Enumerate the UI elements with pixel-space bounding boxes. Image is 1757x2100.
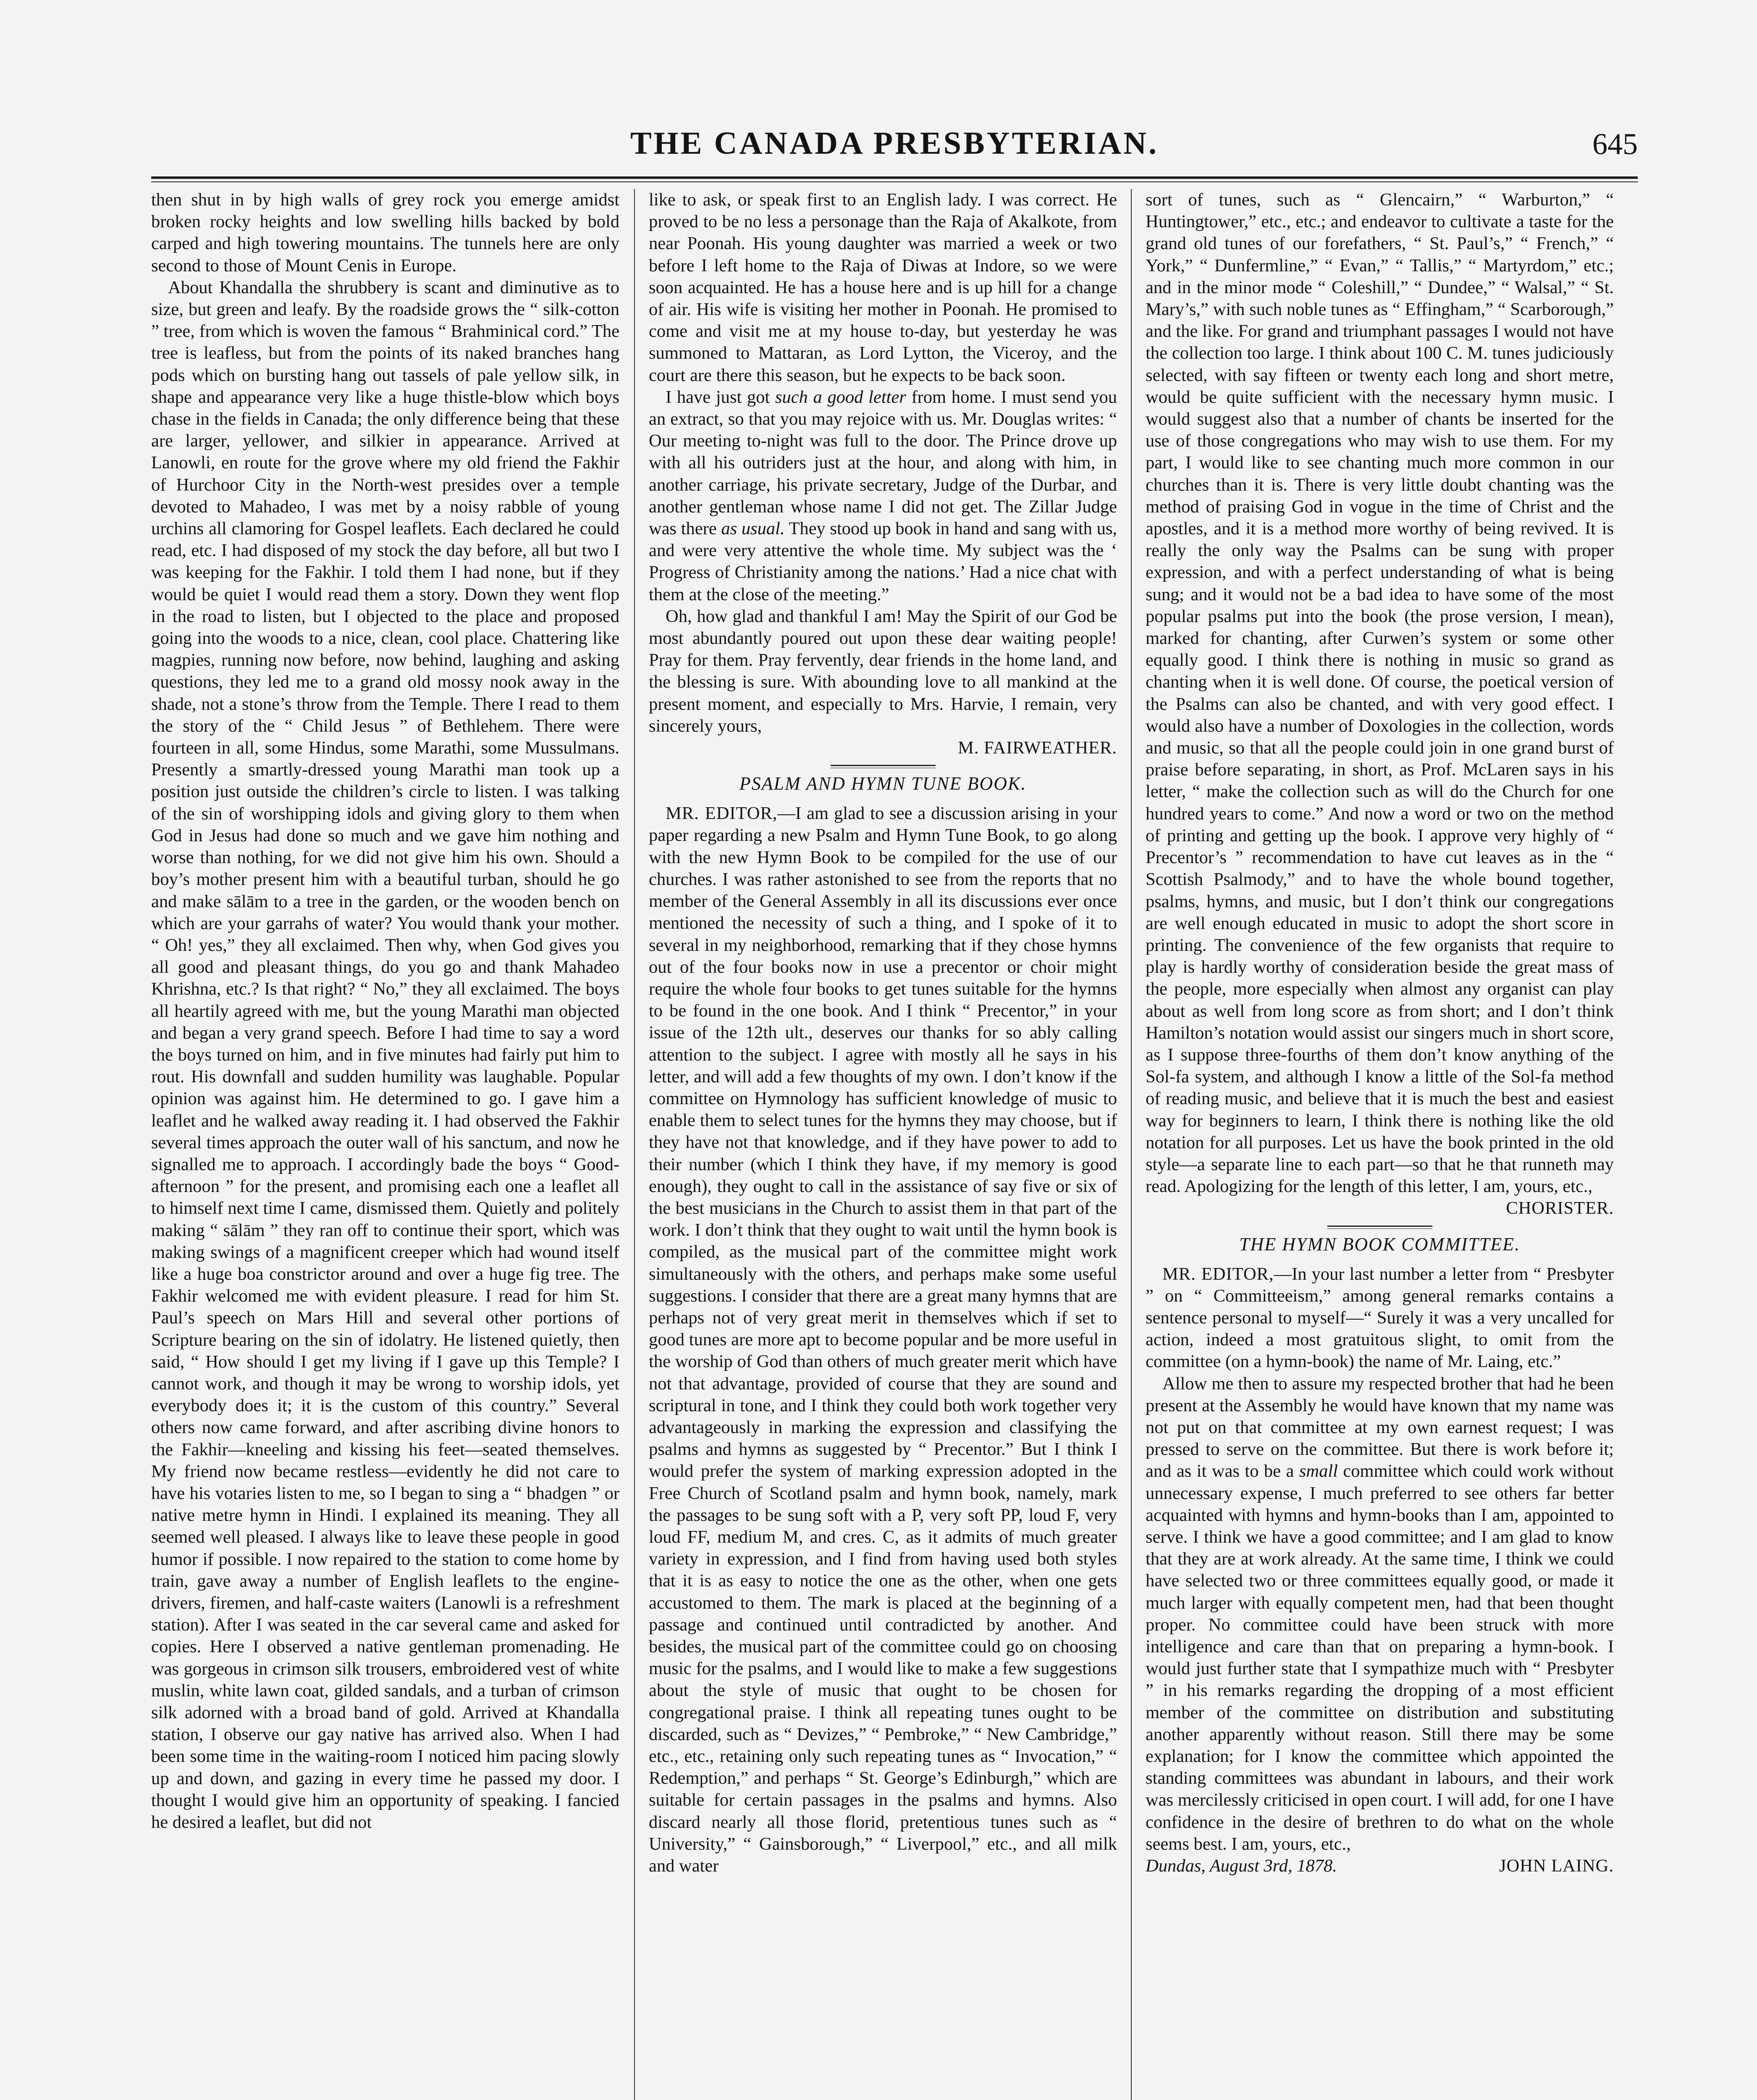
- text-run: They stood up book in hand and sang with us, and were very attentive the whole time. My subject was the ‘ Progress of Christianity among the nations.’ Had a nice chat with them at the close of the meeting.”: [649, 519, 1117, 604]
- signature: M. FAIRWEATHER.: [957, 738, 1117, 758]
- signature-line: [1146, 1197, 1614, 1219]
- emphasis-text: such a good letter: [775, 387, 906, 407]
- article-paragraph: Oh, how glad and thankful I am! May the Spirit of our God be most abundantly poured out upon these dear waiting people! Pray for them. Pray fervently, dear friends in the home land, and the blessing is sure. With abounding love to all mankind at the present moment, and especially to Mrs. Harvie, I remain, very sincerely yours,: [649, 606, 1117, 736]
- signature-line: [649, 737, 1117, 759]
- emphasis-text: as usual.: [721, 519, 785, 539]
- article-paragraph: sort of tunes, such as “ Glencairn,” “ Warburton,” “ Huntingtower,” etc., etc.; and endeavor to cultivate a taste for the grand old tunes of our forefathers, “ St. Paul’s,” “ French,” “ York,” “ Dunfermline,” “ Evan,” “ Tallis,” “ Martyrdom,” etc.; and in the minor mode “ Coleshill,” “ Dundee,” “ Walsal,” “ St. Mary’s,” with such noble tunes as “ Effingham,” “ Scarborough,” and the like. For grand and triumphant passages I would not have the collection too large. I think about 100 C. M. tunes judiciously selected, with say fifteen or twenty each long and short metre, would be quite sufficient with the necessary hymn music. I would suggest also that a number of chants be inserted for the use of those congregations who may wish to use them. For my part, I would like to see chanting much more common in our churches than it is. There is very little doubt chanting was the method of praising God in vogue in the time of Christ and the apostles, and it is a method more worthy of being revived. It is really the only way the Psalms can be sung with proper expression, and with a perfect understanding of what is being sung; and it would not be a bad idea to have some of the most popular psalms put into the book (the prose version, I mean), marked for chanting, after Curwen’s system or some other equally good. I think there is nothing in music so grand as chanting when it is well done. Of course, the poetical version of the Psalms can also be chanted, and with very good effect. I would also have a number of Doxologies in the collection, words and music, so that all the people could join in one grand burst of praise before separating, in short, as Prof. McLaren says in his letter, “ make the collection such as will do the Church for one hundred years to come.” And now a word or two on the method of printing and getting up the book. I approve very highly of “ Precentor’s ” recommendation to have cut leaves as in the “ Scottish Psalmody,” and to have the whole bound together, psalms, hymns, and music, but I don’t think our congregations are well enough educated in music to adopt the short score in printing. The convenience of the few organists that require to play is hardly worthy of consideration beside the great mass of the people, more especially when almost any organist can play about as well from long score as from short; and I don’t think Hamilton’s notation would assist our singers much in short score, as I suppose three-fourths of them don’t know anything of the Sol-fa system, and although I know a little of the Sol-fa method of reading music, and believe that it is much the best and easiest way for beginners to learn, I think there is nothing like the old notation for all purposes. Let us have the book printed in the old style—a separate line to each part—so that he that runneth may read. Apologizing for the length of this letter, I am, yours, etc.,: [1146, 190, 1614, 1197]
- article-paragraph: then shut in by high walls of grey rock you emerge amidst broken rocky heights and low swelling hills backed by bold carped and high towering mountains. The tunnels here are only second to those of Mount Cenis in Europe.: [151, 190, 619, 276]
- signature-line: [1146, 1855, 1614, 1877]
- article-paragraph: [649, 386, 1117, 606]
- page-number: 645: [1592, 127, 1638, 161]
- article-paragraph: About Khandalla the shrubbery is scant and diminutive as to size, but green and leafy. By the roadside grows the “ silk-cotton ” tree, from which is woven the famous “ Brahminical cord.” The tree is leafless, but from the points of its naked branches hang pods which on bursting hang out tassels of pale yellow silk, in shape and appearance very like a huge thistle-blow which boys chase in the fields in Canada; the only difference being that these are larger, yellower, and silkier in appearance. Arrived at Lanowli, en route for the grove where my old friend the Fakhir of Hurchoor City in the North-west presides over a temple devoted to Mahadeo, I was met by a noisy rabble of young urchins all clamoring for Gospel leaflets. Each declared he could read, etc. I had disposed of my stock the day before, all but two I was keeping for the Fakhir. I told them I had none, but if they would be quiet I would read them a story. Down they went flop in the road to listen, but I objected to the place and proposed going into the woods to a nice, clean, cool place. Chattering like magpies, running now before, now behind, laughing and asking questions, they led me to a grand old mossy nook away in the shade, not a stone’s throw from the Temple. There I read to them the story of the “ Child Jesus ” of Bethlehem. There were fourteen in all, some Hindus, some Marathi, some Mussulmans. Presently a smartly-dressed young Marathi man took up a position just outside the children’s circle to listen. I was talking of the sin of worshipping idols and giving glory to them when God in Jesus had done so much and we gave him nothing and worse than nothing, for we did not give him his own. Should a boy’s mother present him with a beautiful turban, should he go and make sālām to a tree in the garden, or the wooden bench on which are your garrahs of water? You would thank your mother. “ Oh! yes,” they all exclaimed. Then why, when God gives you all good and pleasant things, do you go and thank Mahadeo Khrishna, etc.? Is that right? “ No,” they all exclaimed. The boys all heartily agreed with me, but the young Marathi man objected and began a very grand speech. Before I had time to say a word the boys turned on him, and in five minutes had fairly put him to rout. His downfall and sudden humility was laughable. Popular opinion was against him. He determined to go. I gave him a leaflet and he walked away reading it. I had observed the Fakhir several times approach the outer wall of his sanctum, and now he signalled me to approach. I accordingly bade the boys “ Good-afternoon ” for the present, and promising each one a leaflet all to himself next time I came, dismissed them. Quietly and politely making “ sālām ” they ran off to continue their sport, which was making swings of a magnificent creeper which had wound itself like a huge boa constrictor around and over a huge fig tree. The Fakhir welcomed me with evident pleasure. I read for him St. Paul’s speech on Mars Hill and several other portions of Scripture bearing on the sin of idolatry. He listened quietly, then said, “ How should I get my living if I gave up this Temple? I cannot work, and though it may be wrong to worship idols, yet everybody does it; it is the custom of this country.” Several others now came forward, and after ascribing divine honors to the Fakhir—kneeling and kissing his feet—seated themselves. My friend now became restless—evidently he did not care to have his votaries listen to me, so I began to sing a “ bhadgen ” or native metre hymn in Hindi. I explained its meaning. They all seemed well pleased. I always like to leave these people in good humor if possible. I now repaired to the station to come home by train, gave away a number of English leaflets to the engine-drivers, firemen, and half-caste waiters (Lanowli is a refreshment station). After I was seated in the car several came and asked for copies. Here I observed a native gentleman promenading. He was gorgeous in crimson silk trousers, embroidered vest of white muslin, white lawn coat, gilded sandals, and a turban of crimson silk adorned with a broad band of gold. Arrived at Khandalla station, I observe our gay native has arrived also. When I had been some time in the waiting-room I noticed him pacing slowly up and down, and gazing in every time he passed my door. I thought I would give him an opportunity of speaking. I fancied he desired a leaflet, but did not: [151, 277, 619, 1832]
- text-run: committee which could work without unnecessary expense, I much preferred to see others far better acquainted with hymns and hymn-books than I am, appointed to serve. I think we have a good committee; and I am glad to know that they are at work already. At the same time, I think we could have selected two or three committees equally good, or made it much larger with equally competent men, had that been thought proper. No committee could have been struck with more intelligence and care than that on preparing a hymn-book. I would just further state that I sympathize much with “ Presbyter ” in his remarks regarding the dropping of a most efficient member of the committee on distribution and substituting another apparently without reason. Still there may be some explanation; for I know the committee which appointed the standing committees was abundant in labours, and their work was mercilessly criticised in open court. I will add, for one I have confidence in the desire of brethren to do what on the whole seems best. I am, yours, etc.,: [1146, 1461, 1614, 1854]
- text-run: from home. I must send you an extract, so that you may rejoice with us. Mr. Douglas writes: “ Our meeting to-night was full to the door. The Prince drove up with all his outriders just at the hour, and along with him, in another carriage, his private secretary, Judge of the Durbar, and another gentleman whose name I did not get. The Zillar Judge was there: [649, 387, 1117, 539]
- text-run: Allow me then to assure my respected brother that had he been present at the Assembly he would have known that my name was not put on that committee at my own earnest request; I was pressed to serve on the committee. But there is work before it; and as it was to be a: [1146, 1373, 1614, 1481]
- section-divider: [831, 765, 936, 768]
- header-rule-thin: [151, 181, 1638, 182]
- column-2: [649, 189, 1117, 2100]
- salutation: MR. EDITOR,: [666, 803, 778, 824]
- column-divider: [634, 189, 635, 2100]
- column-divider: [1131, 189, 1132, 2100]
- article-paragraph: [649, 803, 1117, 1877]
- article-paragraph: [1146, 1373, 1614, 1855]
- article-paragraph: like to ask, or speak first to an English lady. I was correct. He proved to be no less a personage than the Raja of Akalkote, from near Poonah. His young daughter was married a week or two before I left home to the Raja of Diwas at Indore, so we were soon acquainted. He has a house here and is up hill for a change of air. His wife is visiting her mother in Poonah. He promised to come and visit me at my house to-day, but yesterday he was summoned to Mattaran, as Lord Lytton, the Viceroy, and the court are there this season, but he expects to be back soon.: [649, 190, 1117, 385]
- header-rule: [151, 176, 1638, 179]
- salutation: MR. EDITOR,: [1162, 1264, 1274, 1284]
- article-paragraph: [1146, 1263, 1614, 1373]
- signature: JOHN LAING.: [1499, 1856, 1614, 1876]
- section-heading: THE HYMN BOOK COMMITTEE.: [1239, 1234, 1520, 1255]
- text-run: I have just got: [666, 387, 775, 407]
- column-1: [151, 189, 619, 2100]
- page-title: THE CANADA PRESBYTERIAN.: [630, 126, 1159, 161]
- section-heading: PSALM AND HYMN TUNE BOOK.: [739, 773, 1027, 794]
- dateline: Dundas, August 3rd, 1878.: [1146, 1856, 1337, 1876]
- text-run: —I am glad to see a discussion arising in your paper regarding a new Psalm and Hymn Tune Book, to go along with the new Hymn Book to be compiled for the use of our churches. I was rather astonished to see from the reports that no member of the General Assembly in all its discussions ever once mentioned the necessity of such a thing, and I spoke of it to several in my neighborhood, remarking that if they chose hymns out of the four books now in use a precentor or choir might require the whole four books to get tunes suitable for the hymns to be found in the one book. And I think “ Precentor,” in your issue of the 12th ult., deserves our thanks for so ably calling attention to the subject. I agree with mostly all he says in his letter, and will add a few thoughts of my own. I don’t know if the committee on Hymnology has sufficient knowledge of music to enable them to select tunes for the hymns they may choose, but if they have not that knowledge, and if they have power to add to their number (which I think they have, if my memory is good enough), they ought to call in the assistance of say five or six of the best musicians in the Church to assist them in that part of the work. I don’t think that they ought to wait until the hymn book is compiled, as the musical part of the committee might work simultaneously with the others, and perhaps make some useful suggestions. I consider that there are a great many hymns that are perhaps not of very great merit in themselves which if set to good tunes are more apt to become popular and be more useful in the worship of God than others of much greater merit which have not that advantage, provided of course that they are sound and scriptural in tone, and I think they could both work together very advantageously in marking the expression and classifying the psalms and hymns as suggested by “ Precentor.” But I think I would prefer the system of marking expression adopted in the Free Church of Scotland psalm and hymn book, namely, mark the passages to be sung soft with a P, very soft PP, loud F, very loud FF, medium M, and cres. C, as it admits of much greater variety in expression, and I find from having used both styles that it is as easy to notice the one as the other, when one gets accustomed to them. The mark is placed at the beginning of a passage and continued until contradicted by another. And besides, the musical part of the committee could go on choosing music for the psalms, and I would like to make a few suggestions about the style of music that ought to be chosen for congregational praise. I think all repeating tunes ought to be discarded, such as “ Devizes,” “ Pembroke,” “ New Cambridge,” etc., etc., retaining only such repeating tunes as “ Invocation,” “ Redemption,” and perhaps “ St. George’s Edinburgh,” which are suitable for certain passages in the psalms and hymns. Also discard nearly all those florid, pretentious tunes such as “ University,” “ Gainsborough,” “ Liverpool,” etc., and all milk and water: [649, 803, 1117, 1876]
- column-3: [1146, 189, 1614, 2100]
- page-header: [151, 118, 1638, 176]
- section-divider: [1327, 1226, 1432, 1229]
- emphasis-text: small: [1299, 1461, 1338, 1481]
- signature: CHORISTER.: [1506, 1198, 1614, 1218]
- text-run: —In your last number a letter from “ Presbyter ” on “ Committeeism,” among general remarks contains a sentence personal to myself—“ Surely it was a very uncalled for action, indeed a most gratuitous slight, to omit from the committee (on a hymn-book) the name of Mr. Laing, etc.”: [1146, 1264, 1614, 1372]
